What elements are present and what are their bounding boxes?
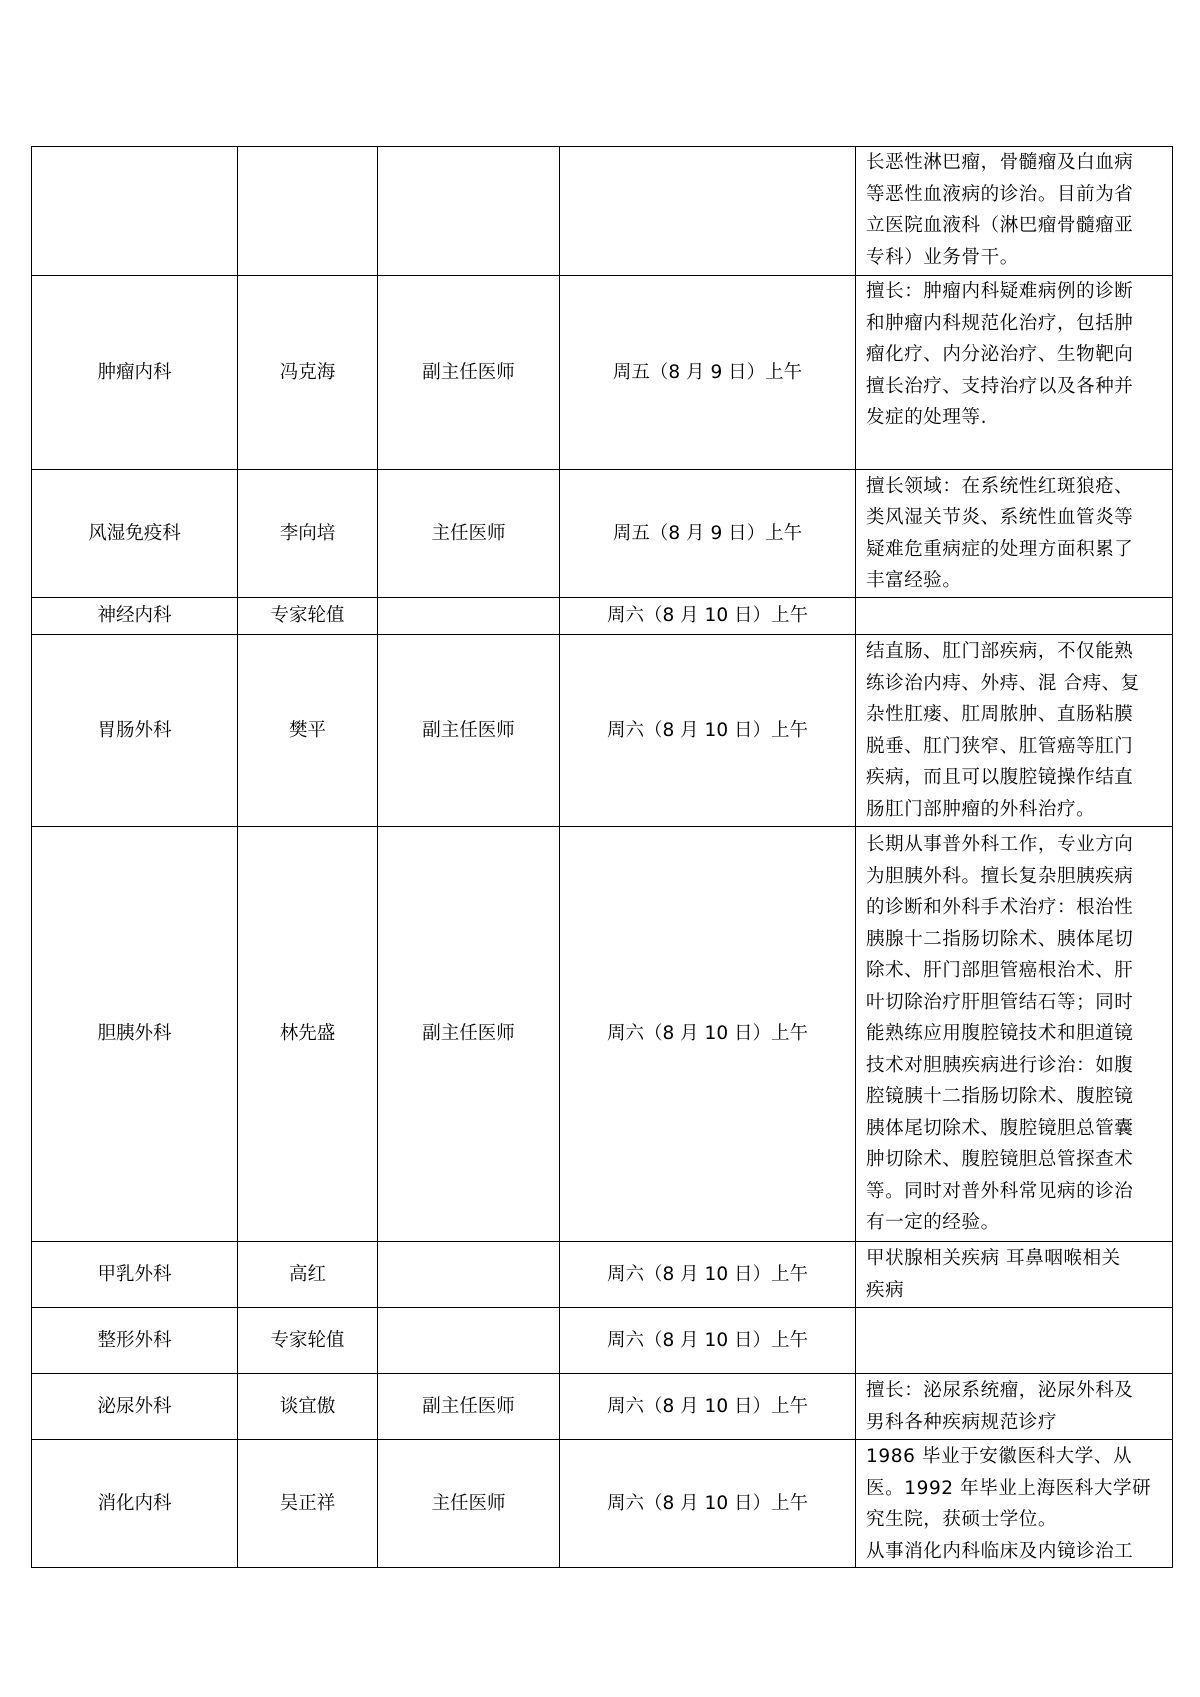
- description-cell: [856, 827, 1173, 1242]
- table-row: [32, 470, 1173, 598]
- table-row: [32, 276, 1173, 470]
- title-cell: 主任医师: [378, 470, 560, 598]
- doctor-cell: [238, 147, 378, 276]
- doctor-cell: 冯克海: [238, 276, 378, 470]
- doctor-cell: 专家轮值: [238, 1308, 378, 1374]
- description-cell: [856, 1440, 1173, 1568]
- description-cell: [856, 470, 1173, 598]
- title-cell: [378, 598, 560, 635]
- description-text: 1986 毕业于安徽医科大学、从 医。1992 年毕业上海医科大学研 究生院，获硕士学位。 从事消化内科临床及内镜诊治工: [866, 1446, 1152, 1562]
- description-text: 长期从事普外科工作，专业方向 为胆胰外科。擅长复杂胆胰疾病 的诊断和外科手术治疗：根治性 胰腺十二指肠切除术、胰体尾切 除术、肝门部胆管癌根治术、肝 叶切除治疗肝胆管结石等；同时 能熟练应用腹腔镜技术和胆道镜 技术对胆胰疾病进行诊治：如腹 腔镜胰十二指肠切除术、腹腔镜 胰体尾切除术、腹腔镜胆总管囊 肿切除术、腹腔镜胆总管探查术 等。同时对普外科常见病的诊治 有一定的经验。: [866, 834, 1134, 1234]
- department-cell: 整形外科: [32, 1308, 238, 1374]
- doctor-cell: 李向培: [238, 470, 378, 598]
- table-row: [32, 1374, 1173, 1440]
- expert-schedule-table: [31, 146, 1173, 1568]
- title-cell: [378, 1308, 560, 1374]
- description-cell: [856, 635, 1173, 827]
- description-text: 擅长领域：在系统性红斑狼疮、 类风湿关节炎、系统性血管炎等 疑难危重病症的处理方面积累了 丰富经验。: [866, 475, 1134, 591]
- description-text: 擅长：泌尿系统瘤，泌尿外科及 男科各种疾病规范诊疗: [866, 1380, 1134, 1433]
- table-row: [32, 598, 1173, 635]
- time-cell: 周六（8 月 10 日）上午: [560, 598, 856, 635]
- doctor-cell: 专家轮值: [238, 598, 378, 635]
- time-cell: 周六（8 月 10 日）上午: [560, 1374, 856, 1440]
- table-row: [32, 635, 1173, 827]
- title-cell: [378, 147, 560, 276]
- description-text: 擅长：肿瘤内科疑难病例的诊断 和肿瘤内科规范化治疗，包括肿 瘤化疗、内分泌治疗、生物靶向 擅长治疗、支持治疗以及各种并 发症的处理等.: [866, 281, 1134, 428]
- title-cell: 主任医师: [378, 1440, 560, 1568]
- time-cell: 周六（8 月 10 日）上午: [560, 635, 856, 827]
- time-cell: 周六（8 月 10 日）上午: [560, 1440, 856, 1568]
- description-cell: [856, 147, 1173, 276]
- description-text: 结直肠、肛门部疾病，不仅能熟 练诊治内痔、外痔、混 合痔、复 杂性肛瘘、肛周脓肿、直肠粘膜 脱垂、肛门狭窄、肛管癌等肛门 疾病，而且可以腹腔镜操作结直 肠肛门部肿瘤的外科治疗。: [866, 641, 1140, 820]
- table-row: [32, 147, 1173, 276]
- table-row: [32, 1308, 1173, 1374]
- time-cell: 周六（8 月 10 日）上午: [560, 1308, 856, 1374]
- department-cell: 胃肠外科: [32, 635, 238, 827]
- doctor-cell: 吴正祥: [238, 1440, 378, 1568]
- department-cell: 泌尿外科: [32, 1374, 238, 1440]
- title-cell: 副主任医师: [378, 827, 560, 1242]
- time-cell: 周五（8 月 9 日）上午: [560, 276, 856, 470]
- time-cell: [560, 147, 856, 276]
- table-row: [32, 827, 1173, 1242]
- department-cell: 风湿免疫科: [32, 470, 238, 598]
- doctor-cell: 樊平: [238, 635, 378, 827]
- doctor-cell: 林先盛: [238, 827, 378, 1242]
- department-cell: [32, 147, 238, 276]
- description-text: 甲状腺相关疾病 耳鼻咽喉相关 疾病: [866, 1248, 1121, 1301]
- doctor-cell: 高红: [238, 1242, 378, 1308]
- description-cell: [856, 1242, 1173, 1308]
- department-cell: 胆胰外科: [32, 827, 238, 1242]
- title-cell: 副主任医师: [378, 635, 560, 827]
- table-row: [32, 1242, 1173, 1308]
- department-cell: 神经内科: [32, 598, 238, 635]
- time-cell: 周五（8 月 9 日）上午: [560, 470, 856, 598]
- department-cell: 甲乳外科: [32, 1242, 238, 1308]
- description-text: 长恶性淋巴瘤，骨髓瘤及白血病 等恶性血液病的诊治。目前为省 立医院血液科（淋巴瘤骨髓瘤亚 专科）业务骨干。: [866, 152, 1134, 268]
- department-cell: 消化内科: [32, 1440, 238, 1568]
- time-cell: 周六（8 月 10 日）上午: [560, 827, 856, 1242]
- title-cell: 副主任医师: [378, 276, 560, 470]
- title-cell: [378, 1242, 560, 1308]
- description-cell: [856, 598, 1173, 635]
- description-cell: [856, 276, 1173, 470]
- description-cell: [856, 1308, 1173, 1374]
- table-row: [32, 1440, 1173, 1568]
- description-cell: [856, 1374, 1173, 1440]
- department-cell: 肿瘤内科: [32, 276, 238, 470]
- title-cell: 副主任医师: [378, 1374, 560, 1440]
- doctor-cell: 谈宜傲: [238, 1374, 378, 1440]
- time-cell: 周六（8 月 10 日）上午: [560, 1242, 856, 1308]
